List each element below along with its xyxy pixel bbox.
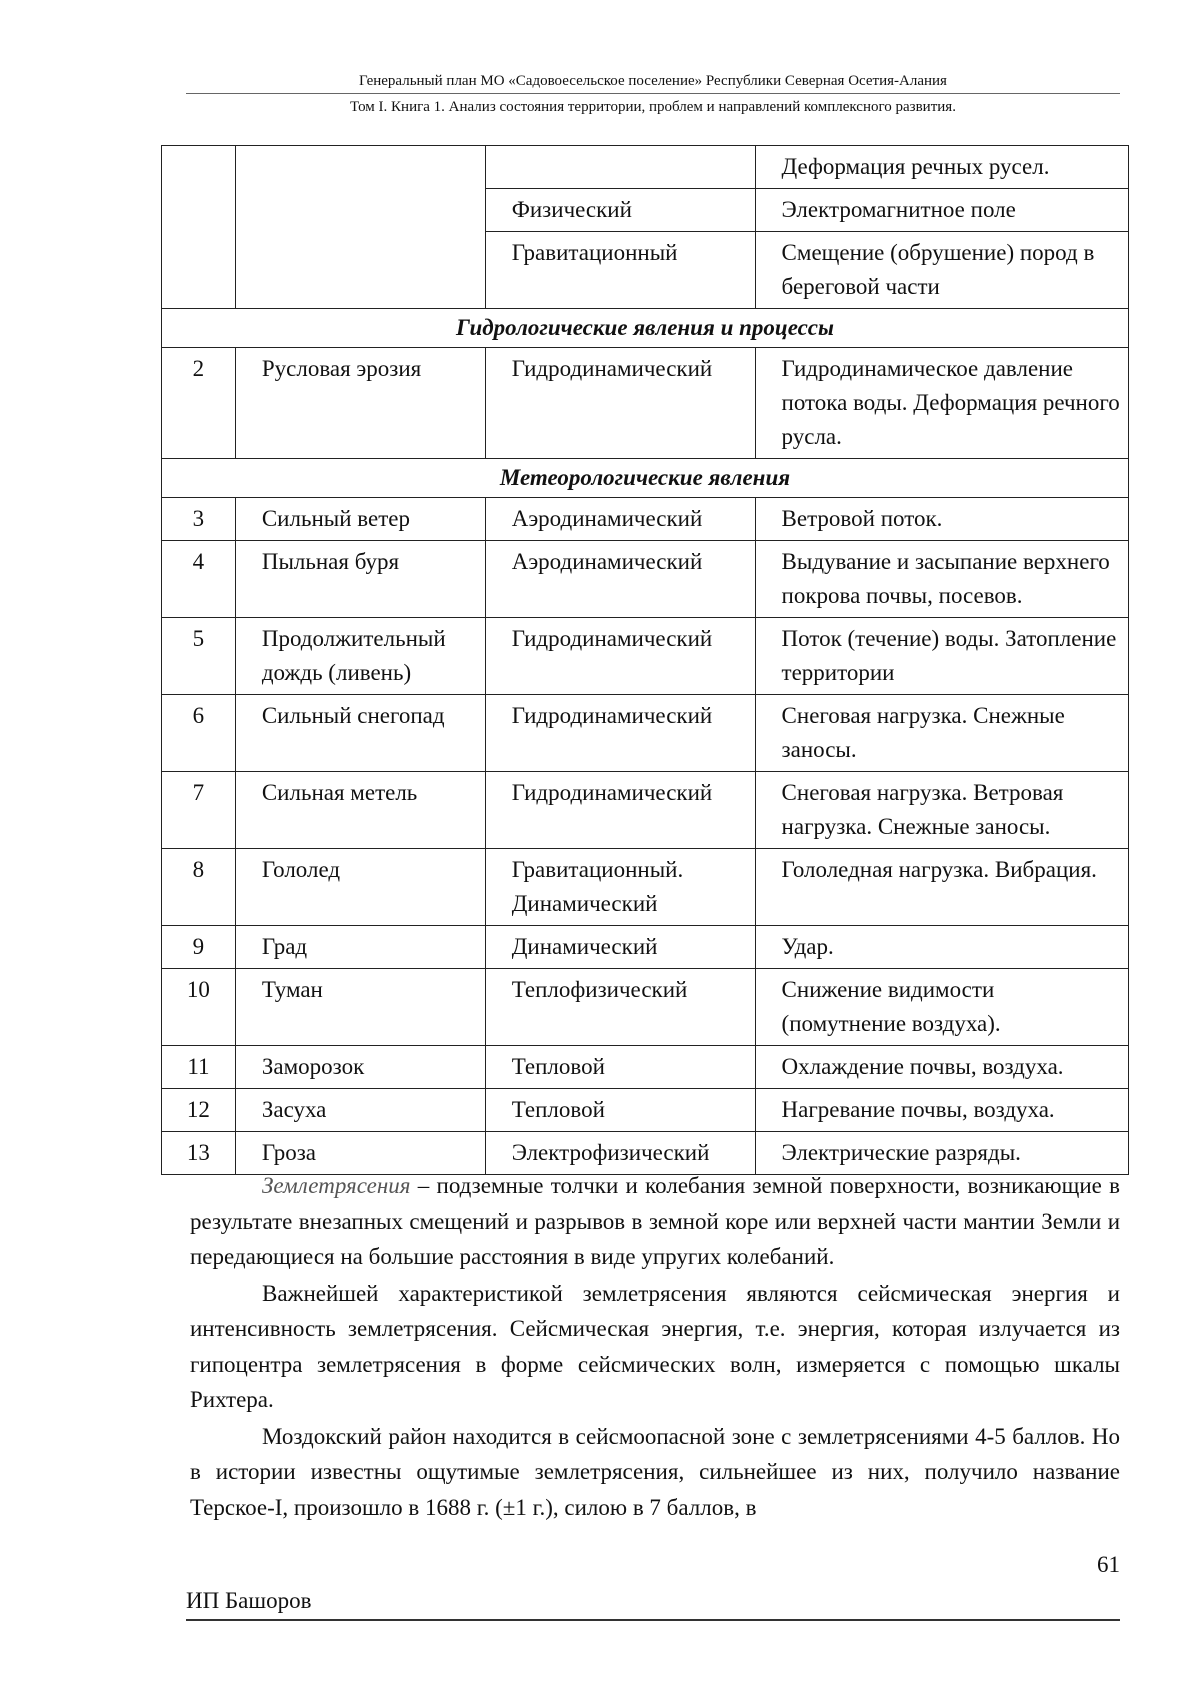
- cell-hazard-name: Сильный ветер: [235, 498, 485, 541]
- cell-number: [162, 146, 236, 309]
- cell-damaging-factor: Теплофизический: [485, 969, 755, 1046]
- cell-number: 12: [162, 1089, 236, 1132]
- cell-number: 6: [162, 695, 236, 772]
- cell-damaging-factor: Гидродинамический: [485, 348, 755, 459]
- cell-hazard-name: Засуха: [235, 1089, 485, 1132]
- page-number: 61: [1097, 1552, 1120, 1577]
- table-continuation-rows: [162, 146, 1129, 309]
- cell-hazard-name: Гололед: [235, 849, 485, 926]
- cell-damaging-factor: Динамический: [485, 926, 755, 969]
- cell-factor-effect: Нагревание почвы, воздуха.: [755, 1089, 1128, 1132]
- cell-factor-effect: Электромагнитное поле: [755, 189, 1128, 232]
- cell-damaging-factor: Тепловой: [485, 1046, 755, 1089]
- cell-damaging-factor: Гравитационный: [485, 232, 755, 309]
- cell-factor-effect: Смещение (обрушение) пород в береговой части: [755, 232, 1128, 309]
- cell-hazard-name: Русловая эрозия: [235, 348, 485, 459]
- cell-hazard-name: Продолжительный дождь (ливень): [235, 618, 485, 695]
- cell-factor-effect: Деформация речных русел.: [755, 146, 1128, 189]
- cell-damaging-factor: Аэродинамический: [485, 498, 755, 541]
- table-row: [162, 618, 1129, 695]
- section-row: [162, 309, 1129, 348]
- cell-factor-effect: Снижение видимости (помутнение воздуха).: [755, 969, 1128, 1046]
- cell-damaging-factor: Физический: [485, 189, 755, 232]
- cell-factor-effect: Снеговая нагрузка. Снежные заносы.: [755, 695, 1128, 772]
- page-header: [186, 70, 1120, 118]
- body-text: [190, 1168, 1120, 1526]
- table-row: [162, 348, 1129, 459]
- cell-factor-effect: Выдувание и засыпание верхнего покрова почвы, посевов.: [755, 541, 1128, 618]
- table-row: [162, 498, 1129, 541]
- table-section-hydro: [162, 309, 1129, 348]
- cell-hazard-name: Град: [235, 926, 485, 969]
- table-row: [162, 849, 1129, 926]
- table-row: [162, 926, 1129, 969]
- table-section-meteo: [162, 459, 1129, 498]
- table-row: [162, 695, 1129, 772]
- cell-hazard-name: Гроза: [235, 1132, 485, 1175]
- cell-factor-effect: Поток (течение) воды. Затопление территории: [755, 618, 1128, 695]
- table-row: [162, 1089, 1129, 1132]
- cell-hazard-name: Сильная метель: [235, 772, 485, 849]
- cell-hazard-name: Сильный снегопад: [235, 695, 485, 772]
- section-row: [162, 459, 1129, 498]
- definition-text: – подземные толчки и колебания земной поверхности, возникающие в результате внезапных смещений и разрывов в земной коре или верхней части мантии Земли и передающиеся на большие расстояния в виде упругих колебаний.: [190, 1173, 1120, 1269]
- table-row: [162, 541, 1129, 618]
- cell-damaging-factor: Гидродинамический: [485, 618, 755, 695]
- cell-hazard-name: Туман: [235, 969, 485, 1046]
- table-meteo-rows: [162, 498, 1129, 1175]
- cell-damaging-factor: Гравитационный. Динамический: [485, 849, 755, 926]
- cell-number: 7: [162, 772, 236, 849]
- header-volume-title: Том I. Книга 1. Анализ состояния территории, проблем и направлений комплексного развития.: [350, 99, 956, 115]
- cell-number: 4: [162, 541, 236, 618]
- cell-hazard-name: [235, 146, 485, 309]
- table-row: [162, 969, 1129, 1046]
- cell-hazard-name: Пыльная буря: [235, 541, 485, 618]
- section-title-hydro: Гидрологические явления и процессы: [162, 309, 1129, 348]
- cell-damaging-factor: Гидродинамический: [485, 695, 755, 772]
- cell-damaging-factor: [485, 146, 755, 189]
- cell-number: 5: [162, 618, 236, 695]
- cell-damaging-factor: Гидродинамический: [485, 772, 755, 849]
- cell-damaging-factor: Аэродинамический: [485, 541, 755, 618]
- table-row: [162, 146, 1129, 189]
- section-title-meteo: Метеорологические явления: [162, 459, 1129, 498]
- cell-factor-effect: Гололедная нагрузка. Вибрация.: [755, 849, 1128, 926]
- table-hydro-rows: [162, 348, 1129, 459]
- header-document-title: Генеральный план МО «Садовоесельское поселение» Республики Северная Осетия-Алания: [186, 70, 1120, 94]
- hazards-table: [161, 145, 1129, 1175]
- cell-number: 2: [162, 348, 236, 459]
- table-row: [162, 772, 1129, 849]
- footer-author: ИП Башоров: [186, 1585, 1120, 1621]
- cell-factor-effect: Удар.: [755, 926, 1128, 969]
- cell-number: 13: [162, 1132, 236, 1175]
- table-row: [162, 1046, 1129, 1089]
- paragraph-seismic-energy: Важнейшей характеристикой землетрясения являются сейсмическая энергия и интенсивность землетрясения. Сейсмическая энергия, т.е. энергия, которая излучается из гипоцентра землетрясения в форме сейсмических волн, измеряется с помощью шкалы Рихтера.: [190, 1280, 1120, 1412]
- cell-factor-effect: Снеговая нагрузка. Ветровая нагрузка. Снежные заносы.: [755, 772, 1128, 849]
- paragraph-mozdok-region: Моздокский район находится в сейсмоопасной зоне с землетрясениями 4-5 баллов. Но в истории известны ощутимые землетрясения, сильнейшее из них, получило название Терское-I, произошло в 1688 г. (±1 г.), силою в 7 баллов, в: [190, 1423, 1120, 1520]
- cell-factor-effect: Охлаждение почвы, воздуха.: [755, 1046, 1128, 1089]
- cell-factor-effect: Ветровой поток.: [755, 498, 1128, 541]
- term-earthquakes: Землетрясения: [262, 1173, 411, 1198]
- cell-number: 11: [162, 1046, 236, 1089]
- cell-number: 3: [162, 498, 236, 541]
- cell-factor-effect: Гидродинамическое давление потока воды. Деформация речного русла.: [755, 348, 1128, 459]
- cell-number: 8: [162, 849, 236, 926]
- paragraph-earthquakes-definition: [190, 1168, 1120, 1275]
- cell-hazard-name: Заморозок: [235, 1046, 485, 1089]
- cell-factor-effect: Электрические разряды.: [755, 1132, 1128, 1175]
- cell-number: 9: [162, 926, 236, 969]
- cell-damaging-factor: Тепловой: [485, 1089, 755, 1132]
- cell-damaging-factor: Электрофизический: [485, 1132, 755, 1175]
- cell-number: 10: [162, 969, 236, 1046]
